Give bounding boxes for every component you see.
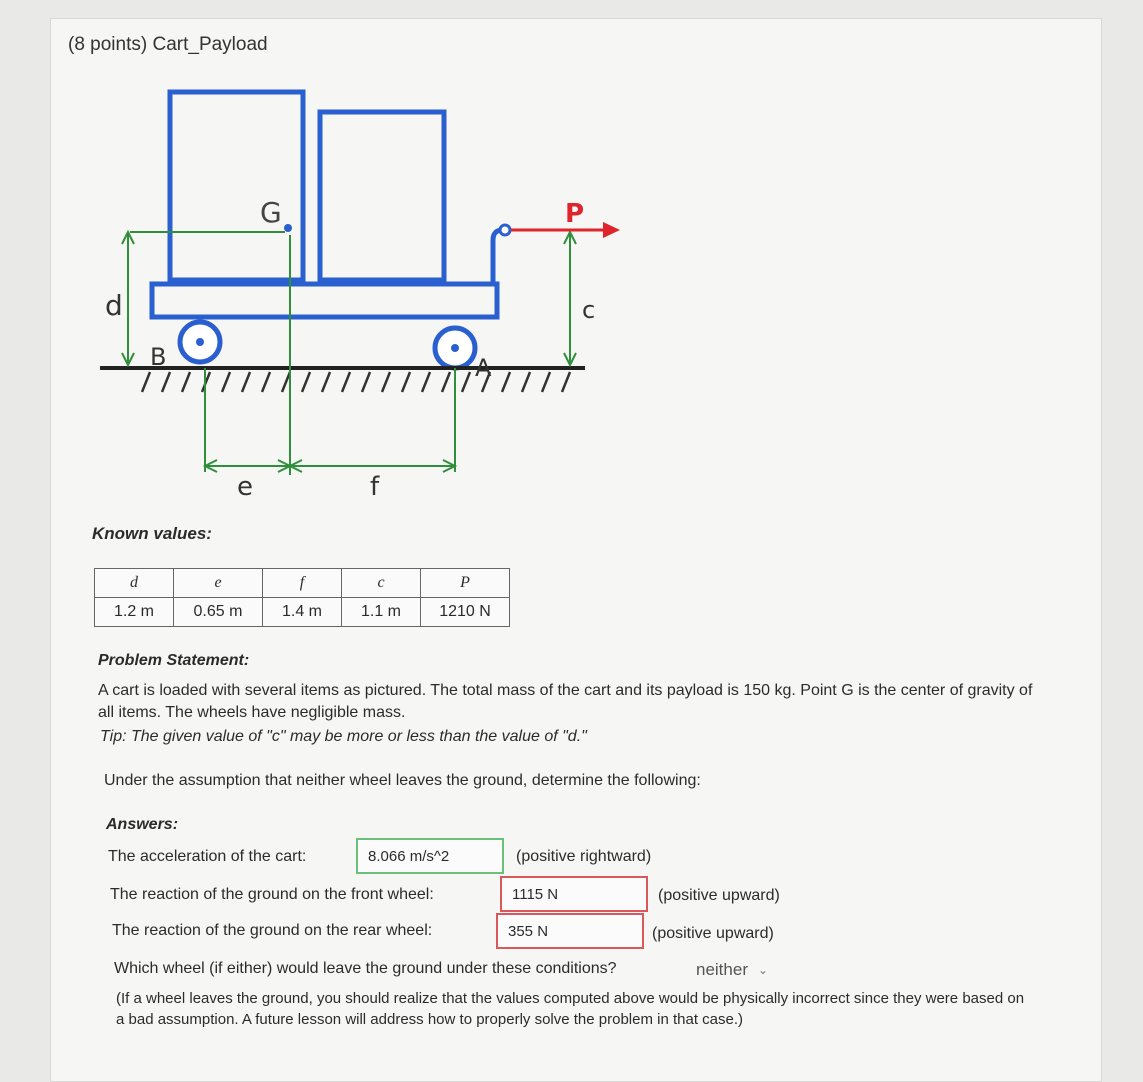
which-wheel-value: neither [696, 960, 748, 979]
header-e: e [174, 569, 263, 598]
center-of-gravity-point [284, 224, 292, 232]
accel-label: The acceleration of the cart: [108, 848, 307, 865]
known-values-label: Known values: [92, 524, 212, 543]
payload-box-left [170, 92, 303, 280]
which-wheel-select[interactable] [696, 956, 800, 984]
header-c: c [342, 569, 421, 598]
front-wheel-input[interactable]: 1115 N [500, 876, 648, 912]
label-B: B [150, 343, 167, 371]
value-e: 0.65 m [174, 598, 263, 627]
label-c: c [582, 296, 596, 324]
front-wheel-unit: (positive upward) [658, 887, 780, 904]
value-P: 1210 N [421, 598, 510, 627]
handle-knob [500, 225, 510, 235]
label-G: G [260, 196, 282, 229]
header-d: d [95, 569, 174, 598]
problem-heading: Problem Statement: [98, 652, 250, 669]
cart-diagram [95, 80, 635, 510]
label-d: d [105, 289, 123, 322]
note-text: (If a wheel leaves the ground, you should realize that the values computed above would be physically incorrect since they were based on a bad assumption. A future lesson will address how to properly solve the problem in that case.) [116, 990, 1025, 1028]
cart-deck [152, 284, 497, 317]
header-P: P [421, 569, 510, 598]
chevron-down-icon: ⌄ [757, 963, 769, 977]
label-f: f [370, 472, 380, 502]
accel-input[interactable]: 8.066 m/s^2 [356, 838, 504, 874]
cart-handle [493, 230, 503, 286]
label-e: e [237, 472, 253, 502]
assumption-text: Under the assumption that neither wheel leaves the ground, determine the following: [104, 772, 701, 789]
answers-heading: Answers: [106, 816, 179, 833]
value-f: 1.4 m [263, 598, 342, 627]
value-c: 1.1 m [342, 598, 421, 627]
header-f: f [263, 569, 342, 598]
payload-box-right [320, 112, 444, 280]
label-P: P [565, 199, 585, 229]
known-values-table [94, 568, 510, 627]
value-d: 1.2 m [95, 598, 174, 627]
label-A: A [475, 354, 492, 382]
ground-hatching [142, 372, 570, 392]
rear-wheel-input[interactable]: 355 N [496, 913, 644, 949]
problem-text: A cart is loaded with several items as pictured. The total mass of the cart and its payload is 150 kg. Point G is the center of gravity of all items. The wheels have negligible mass. [98, 682, 1033, 721]
rear-wheel-label: The reaction of the ground on the rear wheel: [112, 922, 433, 939]
question-title: (8 points) Cart_Payload [68, 34, 268, 55]
which-wheel-label: Which wheel (if either) would leave the ground under these conditions? [114, 960, 617, 977]
rear-wheel-unit: (positive upward) [652, 925, 774, 942]
front-wheel-label: The reaction of the ground on the front wheel: [110, 886, 434, 903]
accel-unit: (positive rightward) [516, 848, 652, 865]
problem-tip: Tip: The given value of "c" may be more or less than the value of "d." [100, 728, 587, 745]
